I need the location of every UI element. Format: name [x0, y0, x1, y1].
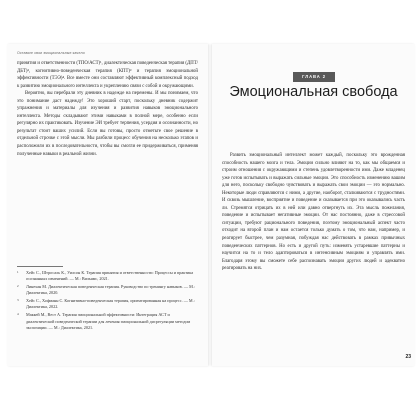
chapter-label: ГЛАВА 2	[293, 72, 335, 82]
paragraph: Вероятно, вы перебрали эту дневник в надежде на перемены. И мы понимаем, что это понимание даст надежду! Это хороший старт, поскольку дневник содержит упражнения и материалы для изучения и развития навыков эмоционального интеллекта. Методы складывают этими навыками в полной мере, особенно если регулярно их практиковать. Изучение ЭИ требует терпения, усердия и осознанности, но результат стоит ваших усилий. Если вы готовы, просто отметьте свое решение в отдельной строчке с этой мысли. Мы разбили процесс обучения на несколько этапов и расположили их в последовательности, чтобы вы смогли ее придерживаться, применяя полученные навыки в реальной жизни.	[17, 91, 198, 157]
page-number: 23	[405, 354, 411, 360]
footnote-text: Маккей М., Вест А. Терапия эмоциональной эффективности: Интеграция АСТ и диалектической поведенческой терапии для лечения эмоциональной дисрегуляции методом экспозиции. — М.: Диалектика, 2021.	[26, 312, 191, 330]
footnote-number: 2	[17, 284, 19, 289]
running-head: Оставьте свои эмоциональные качели	[17, 51, 85, 55]
footnote	[17, 298, 198, 311]
paragraph: принятия и ответственности (ТПО/АСТ)¹, диалектическая поведенческая терапия (ДПТ/ДБТ)², когнитивно-поведенческая терапия (КПТ)³ и терапия эмоциональной эффективности (ТЭЭ)⁴. Все вместе они составляют эффективный комплексный подход к развитию эмоционального интеллекта и укреплению связи с собой и окружающими.	[17, 61, 198, 89]
footnote-text: Линехан М. Диалектическая поведенческая терапия. Руководство по тренингу навыков. — М.: Диалектика, 2020.	[26, 284, 195, 296]
footnote	[17, 284, 198, 297]
left-page	[7, 44, 208, 366]
footnote	[17, 270, 198, 283]
footnote-text: Хейс С., Хофманн С. Когнитивно-поведенческая терапия, ориентированная на процесс. — М.: Диалектика, 2022.	[26, 298, 195, 310]
right-body-text	[222, 152, 405, 273]
chapter-title: Эмоциональная свобода	[229, 84, 398, 100]
footnote-divider	[17, 266, 63, 267]
footnote-number: 3	[17, 298, 19, 303]
footnote-number: 1	[17, 270, 19, 274]
footnote-number: 4	[17, 312, 19, 317]
footnote	[17, 312, 198, 331]
footnote-text: Хейс С., Штросаль К., Уилсон К. Терапия принятия и ответственности: Процессы и практика осознанных изменений. — М.: Вильямс, 2021.	[26, 270, 194, 282]
footnotes	[17, 270, 198, 333]
left-body-text	[17, 60, 198, 158]
paragraph: Развить эмоциональный интеллект может каждый, поскольку это врожденная способность нашего мозга и тела. Эмоции сильно влияют на то, как мы общаемся и строим отношения с окружающими и степень удовлетворенности ими. Даже младенец уже готов испытывать и выражать сильные эмоции. Это способность изменению вашим для него, поскольку свободно чувствовать и выражать свои эмоции — это нормально. Некоторые люди справляются с ними, а другие, наоборот, сталкиваются с трудностями. И сквозь мышление, восприятие и поведение и сказывается при это оказывались часть ли. Стремятся отрицать их в ней или давно отвергнуть их. Эта мысль пожелания, поведение и испытывает негативные эмоции. От нас постоянно, даже в стрессовой ситуации, требуют рационального поведения, поэтому эмоциональный аспект часто отходит на второй план и нам остается только думать о том, что нам, например, и реагирует быстрее, чем разумная, побуждая нас действовать в рамках привычных поведенческих паттернов. Но есть и другой путь: изменять устаревшие паттерны и научится на то и тело адаптироваться в интенсивным эмоциям и управлять ими. Благодаря этому вы сможете себе распознавать эмоции других людей и адекватно реагировать на них.	[222, 153, 405, 272]
right-page	[212, 44, 415, 366]
